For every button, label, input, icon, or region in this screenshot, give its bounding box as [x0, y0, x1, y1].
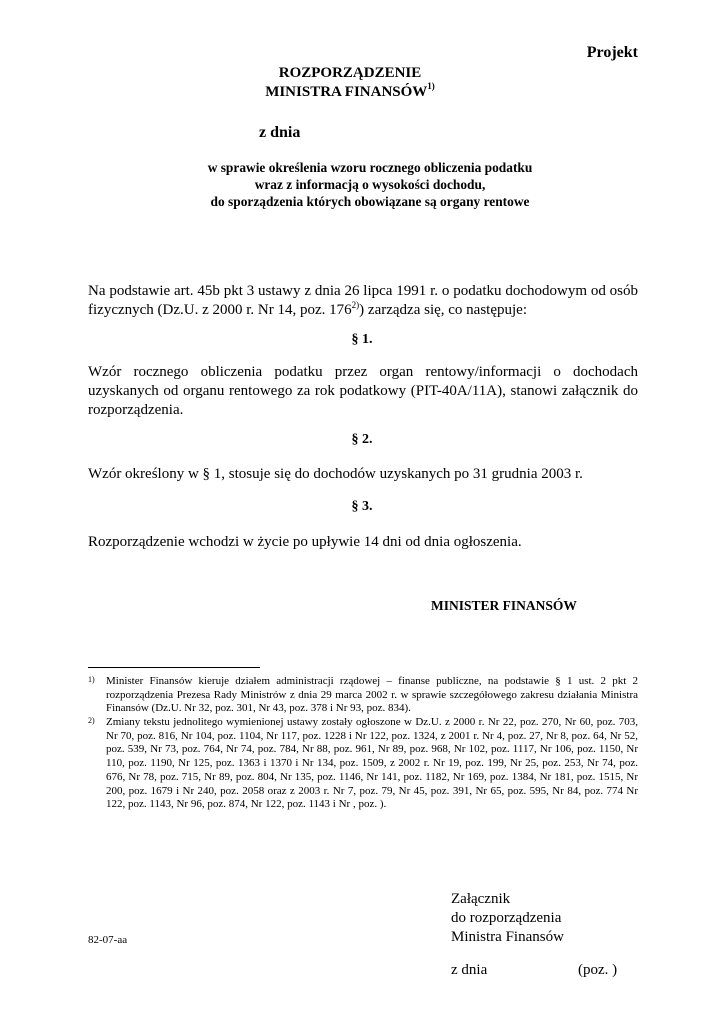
annex-date-line [451, 962, 641, 979]
footnote-1-text: Minister Finansów kieruje działem administracji rządowej – finanse publiczne, na podstawie § 1 ust. 2 pkt 2 rozporządzenia Prezesa Rady Ministrów z dnia 29 marca 2002 r. w sprawie szczegółowego zakresu działania Ministra Finansów (Dz.U. Nr 32, poz. 301, Nr 43, poz. 378 i Nr 93, poz. 834). [106, 675, 638, 715]
footnote-2 [88, 716, 638, 812]
footnote-separator [88, 667, 260, 668]
footnote-2-mark: 2) [88, 716, 95, 725]
document-subject [180, 159, 560, 210]
annex-date: z dnia [451, 962, 488, 978]
section-3-text: Rozporządzenie wchodzi w życie po upływie 14 dni od dnia ogłoszenia. [88, 534, 522, 550]
footnote-ref-1: 1) [427, 81, 435, 91]
section-2-text: Wzór określony w § 1, stosuje się do dochodów uzyskanych po 31 grudnia 2003 r. [88, 466, 583, 482]
annex-header [451, 890, 564, 947]
footnote-2-text: Zmiany tekstu jednolitego wymienionej ustawy zostały ogłoszone w Dz.U. z 2000 r. Nr 22, poz. 270, Nr 60, poz. 703, Nr 70, poz. 816, Nr 104, poz. 1104, Nr 117, poz. 1228 i Nr 122, poz. 1324, z 2001 r. Nr 4, poz. 27, Nr 8, poz. 64, Nr 52, poz. 539, Nr 73, poz. 764, Nr 74, poz. 784, Nr 88, poz. 961, Nr 89, poz. 968, Nr 102, poz. 1117, Nr 106, poz. 1150, Nr 110, poz. 1190, Nr 125, poz. 1363 i 1370 i Nr 134, poz. 1509, z 2002 r. Nr 19, poz. 199, Nr 25, poz. 253, Nr 74, poz. 676, Nr 78, poz. 715, Nr 89, poz. 804, Nr 135, poz. 1146, Nr 141, poz. 1182, Nr 169, poz. 1384, Nr 181, poz. 1515, Nr 200, poz. 1679 i Nr 240, poz. 2058 oraz z 2003 r. Nr 7, poz. 79, Nr 45, poz. 391, Nr 65, poz. 595, Nr 84, poz. 774 Nr 122, poz. 1143, Nr 96, poz. 874, Nr 122, poz. 1143 i Nr , poz. ). [106, 716, 638, 811]
document-code: 82-07-aa [88, 934, 128, 946]
footnote-1 [88, 675, 638, 716]
annex-line-2: do rozporządzenia [451, 910, 562, 926]
legal-basis-paragraph [88, 282, 638, 320]
legal-basis-text-a: Na podstawie art. 45b pkt 3 ustawy z dnia 26 lipca 1991 r. o podatku dochodowym od osób fizycznych (Dz.U. z 2000 r. Nr 14, poz. 176 [88, 283, 638, 318]
document-title-line1: ROZPORZĄDZENIE [278, 65, 422, 81]
section-2-heading: § 2. [351, 432, 373, 447]
annex-line-3: Ministra Finansów [451, 929, 564, 945]
document-title-text: MINISTRA FINANSÓW [265, 84, 428, 100]
legal-basis-text-b: ) zarządza się, co następuje: [359, 302, 527, 318]
document-title-line2 [0, 83, 712, 102]
subject-line-2: wraz z informacją o wysokości dochodu, [254, 177, 486, 192]
document-date: z dnia [259, 124, 301, 141]
section-1-text: Wzór rocznego obliczenia podatku przez organ rentowy/informacji o dochodach uzyskanych od organu rentowego za rok podatkowy (PIT-40A/11A), stanowi załącznik do rozporządzenia. [88, 364, 638, 418]
footnote-1-mark: 1) [88, 675, 95, 684]
signature-block: MINISTER FINANSÓW [431, 598, 577, 613]
subject-line-3: do sporządzenia których obowiązane są organy rentowe [210, 194, 530, 209]
section-1-heading: § 1. [351, 332, 373, 347]
annex-line-1: Załącznik [451, 891, 511, 907]
section-3-heading: § 3. [351, 499, 373, 514]
subject-line-1: w sprawie określenia wzoru rocznego obliczenia podatku [207, 160, 533, 175]
annex-position: (poz. ) [578, 962, 618, 978]
draft-label: Projekt [586, 44, 638, 61]
footnote-ref-2: 2) [351, 300, 360, 310]
